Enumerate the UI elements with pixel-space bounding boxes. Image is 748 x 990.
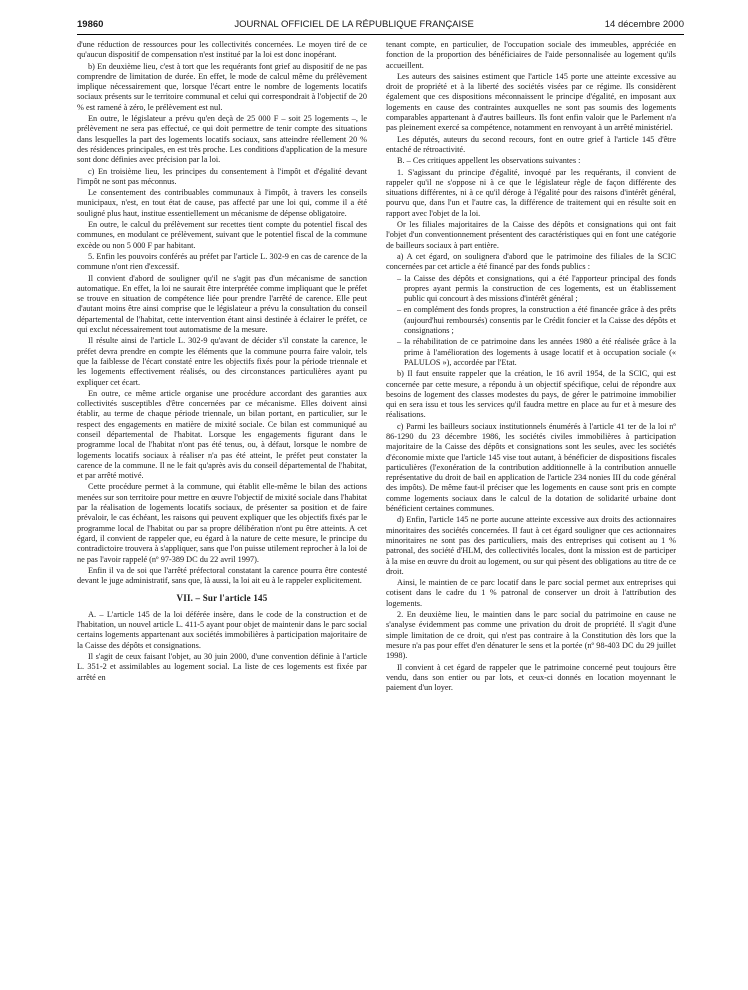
paragraph: d) Enfin, l'article 145 ne porte aucune atteinte excessive aux droits des actionnaires minoritaires des sociétés concernées. Il faut à cet égard souligner que ces actionnaires minoritaires ne sont pas des particuliers, mais des entreprises qui cotisent au 1 % patronal, des société d'HLM, des collectivités locales, dont la mission est de participer à la mise en œuvre du droit au logement, ou sur qui pèsent des obligations au titre de ce droit.	[386, 515, 676, 576]
paragraph: c) Parmi les bailleurs sociaux institutionnels énumérés à l'article 41 ter de la loi nº 86-1290 du 23 décembre 1986, les sociétés civiles immobilières à participation majoritaire de la Caisse des dépôts et consignations sont les seules, avec les sociétés d'économie mixte que l'article 145 vise tout autant, à bénéficier de dispositions fiscales particulières (l'exonération de la contribution additionnelle à la contribution annuelle représentative du droit de bail en application de l'article 234 nonies III du code général des impôts). De même faut-il préciser que les logements en cause sont pris en compte comme logements sociaux dans le calcul de la dotation de solidarité urbaine dont bénéficient certaines communes.	[386, 421, 676, 514]
paragraph: Il résulte ainsi de l'article L. 302-9 qu'avant de décider s'il constate la carence, le préfet devra prendre en compte les éléments que la commune pourra faire valoir, tels que la faiblesse de l'écart constaté entre les objectifs fixés pour la période triennale et les logements effectivement réalisés, ou des circonstances particulières ayant pu expliquer cet écart.	[77, 336, 367, 387]
paragraph: Les auteurs des saisines estiment que l'article 145 porte une atteinte excessive au droit de propriété et à la liberté des sociétés visées par ce régime. Ils considèrent également que ces dispositions méconnaissent le principe d'égalité, en imposant aux logements en cause des contraintes auxquelles ne sont pas soumis des logements comparables appartenant à d'autres bailleurs. Ils font enfin valoir que le Parlement n'a pas pleinement exercé sa compétence, notamment en renvoyant à un arrêté ministériel.	[386, 71, 676, 133]
page-header	[77, 16, 684, 32]
paragraph: Ainsi, le maintien de ce parc locatif dans le parc social permet aux entreprises qui cotisent dans le cadre du 1 % patronal de conserver un droit à l'attribution des logements.	[386, 578, 676, 608]
paragraph: Le consentement des contribuables communaux à l'impôt, à travers les conseils municipaux, n'est, en tout état de cause, pas affecté par une loi qui, comme il a été souligné plus haut, institue essentiellement un mécanisme de dépense obligatoire.	[77, 188, 367, 218]
page-number: 19860	[77, 18, 104, 30]
paragraph: Enfin il va de soi que l'arrêté préfectoral constatant la carence pourra être contesté devant le juge administratif, sans que, là aussi, la loi ait eu à le rappeler explicitement.	[77, 565, 367, 586]
paragraph: 2. En deuxième lieu, le maintien dans le parc social du patrimoine en cause ne s'analyse évidemment pas comme une privation du droit de propriété. Il s'agit d'une simple limitation de ce droit, qui n'est pas contraire à la Constitution dès lors que la mesure n'a pas pour effet d'en dénaturer le sens et la portée (nº 98-403 DC du 29 juillet 1998).	[386, 610, 676, 661]
paragraph: En outre, ce même article organise une procédure accordant des garanties aux collectivités susceptibles d'être concernées par ce mécanisme. Elles doivent ainsi établir, au terme de chaque période triennale, un bilan portant, en particulier, sur le respect des engagements en matière de mixité sociale. Ce bilan est communiqué au conseil départemental de l'habitat. Lorsque les engagements figurant dans le programme local de l'habitat n'ont pas été tenus, ou, à défaut, lorsque le nombre de logements locatifs sociaux à réaliser n'a pas été atteint, le préfet peut constater la carence de la commune. Il ne le fait qu'après avis du conseil départemental de l'habitat, et par arrêté motivé.	[77, 388, 367, 481]
left-column	[77, 40, 367, 684]
paragraph: Il convient d'abord de souligner qu'il ne s'agit pas d'un mécanisme de sanction automatique. En effet, la loi ne saurait être interprétée comme impliquant que le préfet se trouve en situation de compétence liée pour prendre l'arrêté de carence. Elle peut d'autant moins être ainsi comprise que le législateur a prévu la consultation du conseil départemental de l'habitat, cette intervention étant ainsi destinée à éclairer le préfet, ce qui exclut nécessairement tout automatisme de la mesure.	[77, 273, 367, 335]
section-heading: VII. – Sur l'article 145	[176, 593, 268, 604]
right-column	[386, 40, 676, 694]
paragraph: Il convient à cet égard de rappeler que le patrimoine concerné peut toujours être vendu, dans son entier ou par lots, et ceux-ci donnés en location moyennant le paiement d'un loyer.	[386, 662, 676, 693]
journal-title: JOURNAL OFFICIEL DE LA RÉPUBLIQUE FRANÇAISE	[234, 18, 474, 30]
paragraph: b) En deuxième lieu, c'est à tort que les requérants font grief au dispositif de ne pas comprendre de limitation de durée. En effet, le mode de calcul même du prélèvement implique nécessairement que, lorsque l'écart entre le nombre de logements locatifs sociaux présents sur le territoire communal et celui qui correspondrait à l'objectif de 20 % est ramené à zéro, le prélèvement est nul.	[77, 61, 367, 112]
paragraph: Il s'agit de ceux faisant l'objet, au 30 juin 2000, d'une convention définie à l'article L. 351-2 et assimilables au logement social. La liste de ces logements est fixée par arrêté en	[77, 651, 367, 682]
list-item: – en complément des fonds propres, la construction a été financée grâce à des prêts (aujourd'hui remboursés) consentis par le Crédit foncier et la Caisse des dépôts et consignations ;	[397, 305, 676, 336]
paragraph: Les députés, auteurs du second recours, font en outre grief à l'article 145 d'être entaché de rétroactivité.	[386, 134, 676, 154]
paragraph: 1. S'agissant du principe d'égalité, invoqué par les requérants, il convient de rappeler qu'il ne s'oppose ni à ce que le législateur règle de façon différente des situations différentes, ni à ce qu'il déroge à l'égalité pour des raisons d'intérêt général, pourvu que, dans l'un et l'autre cas, la différence de traitement qui en résulte soit en rapport avec l'objet de la loi.	[386, 167, 676, 218]
paragraph: En outre, le législateur a prévu qu'en deçà de 25 000 F – soit 25 logements –, le prélèvement ne sera pas effectué, ce qui doit permettre de tenir compte des situations dans lesquelles la part des logements locatifs sociaux, sans atteindre réellement 20 % des résidences principales, en est très proche. Les conditions d'application de la mesure sont donc définies avec précision par la loi.	[77, 114, 367, 165]
list-item: – la réhabilitation de ce patrimoine dans les années 1980 a été réalisée grâce à la prime à l'amélioration des logements à usage locatif et à occupation sociale (« PALULOS »), accordée par l'Etat.	[397, 337, 676, 367]
issue-date: 14 décembre 2000	[604, 18, 684, 30]
paragraph: Or les filiales majoritaires de la Caisse des dépôts et consignations qui ont fait l'objet d'un conventionnement présentent des caractéristiques qui en font une catégorie de bailleurs sociaux à part entière.	[386, 220, 676, 250]
paragraph: b) Il faut ensuite rappeler que la création, le 16 avril 1954, de la SCIC, qui est concernée par cette mesure, a répondu à un objectif spécifique, celui de répondre aux besoins de logement des classes modestes du pays, de gérer le patrimoine immobilier qui en sera issu et tous les services qu'il faudra mettre en place au fur et à mesure des réalisations.	[386, 369, 676, 420]
header-rule	[77, 34, 684, 35]
list-item: – la Caisse des dépôts et consignations, qui a été l'apporteur principal des fonds propres ayant permis la construction de ces logements, est un établissement public qui concourt à des missions d'intérêt général ;	[397, 273, 676, 304]
paragraph: B. – Ces critiques appellent les observations suivantes :	[397, 156, 581, 166]
paragraph: A. – L'article 145 de la loi déférée insère, dans le code de la construction et de l'habitation, un nouvel article L. 411-5 ayant pour objet de maintenir dans le parc social certains logements appartenant aux sociétés immobilières à participation majoritaire de la Caisse des dépôts et consignations.	[77, 609, 367, 650]
paragraph: Cette procédure permet à la commune, qui établit elle-même le bilan des actions menées sur son territoire pour mettre en œuvre l'objectif de mixité sociale dans l'habitat par la réalisation de logements locatifs sociaux, de présenter sa position et de faire prévaloir, le cas échéant, les raisons qui peuvent expliquer que les objectifs fixés par le programme local de l'habitat ou par sa propre délibération n'ont pu être atteints. A cet égard, il convient de rappeler que, eu égard à la nature de cette mesure, le principe du contradictoire trouvera à s'appliquer, sans que l'on puisse utilement reprocher à la loi de ne pas l'avoir rappelé (nº 97-389 DC du 22 avril 1997).	[77, 482, 367, 564]
paragraph: En outre, le calcul du prélèvement sur recettes tient compte du potentiel fiscal des communes, en modulant ce prélèvement, suivant que le potentiel fiscal de la commune excède ou non 5 000 F par habitant.	[77, 220, 367, 250]
paragraph: a) A cet égard, on soulignera d'abord que le patrimoine des filiales de la SCIC concernées par cet article a été financé par des fonds publics :	[386, 251, 676, 272]
paragraph: 5. Enfin les pouvoirs conférés au préfet par l'article L. 302-9 en cas de carence de la commune n'ont rien d'excessif.	[77, 251, 367, 272]
paragraph: tenant compte, en particulier, de l'occupation sociale des immeubles, appréciée en fonction de la proportion des bénéficiaires de l'aide personnalisée au logement qu'ils accueillent.	[386, 40, 676, 70]
paragraph: d'une réduction de ressources pour les collectivités concernées. Le moyen tiré de ce qu'aucun dispositif de compensation n'est institué par la loi est donc inopérant.	[77, 40, 367, 60]
paragraph: c) En troisième lieu, les principes du consentement à l'impôt et d'égalité devant l'impôt ne sont pas méconnus.	[77, 166, 367, 186]
